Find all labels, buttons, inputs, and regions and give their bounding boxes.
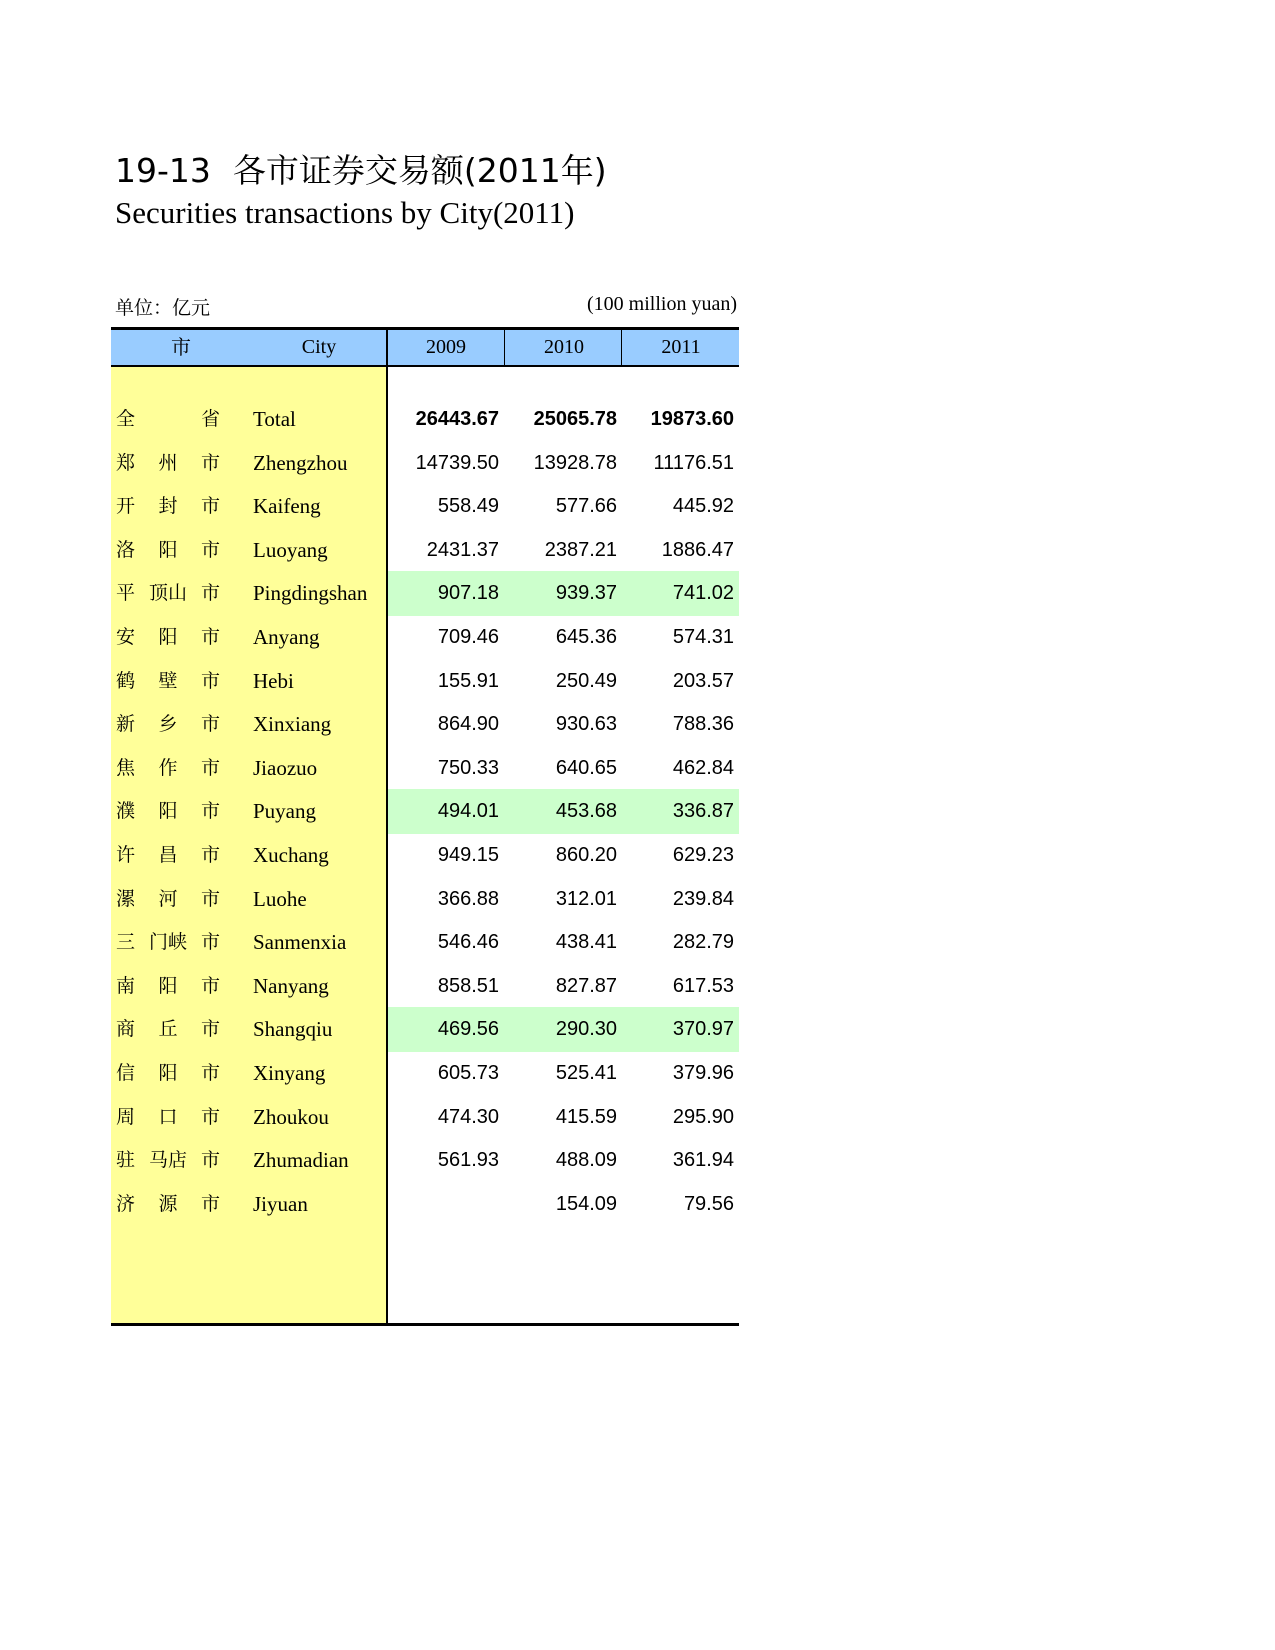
unit-label-en: (100 million yuan) xyxy=(587,293,737,315)
city-name-zh xyxy=(116,441,220,486)
city-char: 洛 xyxy=(116,538,136,561)
value-2010: 939.37 xyxy=(555,582,617,605)
value-2011: 445.92 xyxy=(672,495,734,518)
table-row xyxy=(111,571,739,616)
city-char: 市 xyxy=(200,887,220,910)
city-char: 顶山 xyxy=(148,582,187,605)
city-char: 马店 xyxy=(148,1149,187,1172)
city-name-en: Luoyang xyxy=(253,537,328,562)
city-name-en: Zhumadian xyxy=(253,1148,349,1173)
value-2010: 13928.78 xyxy=(533,451,617,474)
value-2009: 2431.37 xyxy=(426,538,499,561)
city-char: 市 xyxy=(200,626,220,648)
city-char: 州 xyxy=(158,451,178,474)
value-2011: 11176.51 xyxy=(653,451,734,474)
value-2010: 290.30 xyxy=(555,1018,617,1041)
city-name-en: Xuchang xyxy=(253,843,329,867)
city-name-en: Zhoukou xyxy=(253,1104,329,1129)
city-char: 壁 xyxy=(158,669,178,692)
city-char: 市 xyxy=(200,1149,220,1172)
city-char: 口 xyxy=(158,1105,178,1128)
table-row xyxy=(111,615,739,660)
header-separator xyxy=(504,330,505,365)
city-char: 市 xyxy=(200,451,220,474)
value-2009: 750.33 xyxy=(437,756,499,779)
city-name-zh xyxy=(116,1182,220,1227)
value-2011: 295.90 xyxy=(672,1105,734,1128)
value-2009: 155.91 xyxy=(437,669,499,692)
city-name-en: Jiaozuo xyxy=(253,755,318,780)
city-name-en: Total xyxy=(253,407,296,431)
table-row xyxy=(111,702,739,747)
value-2011: 617.53 xyxy=(672,974,734,997)
value-2010: 250.49 xyxy=(555,669,617,692)
city-char: 阳 xyxy=(158,538,178,561)
city-char: 市 xyxy=(200,756,220,779)
table-row xyxy=(111,1138,739,1183)
value-2011: 741.02 xyxy=(672,582,734,605)
city-char: 濮 xyxy=(116,800,136,823)
city-char: 鹤 xyxy=(116,669,136,692)
city-char: 封 xyxy=(158,495,178,518)
table-row xyxy=(111,1182,739,1227)
value-2011: 379.96 xyxy=(672,1062,734,1084)
value-2009: 907.18 xyxy=(437,582,499,605)
value-2009: 546.46 xyxy=(437,931,499,954)
table-row xyxy=(111,528,739,573)
city-name-zh xyxy=(116,1007,220,1052)
city-char: 市 xyxy=(200,669,220,692)
value-2011: 788.36 xyxy=(672,713,734,736)
city-char: 郑 xyxy=(116,451,136,474)
city-char: 市 xyxy=(200,538,220,561)
value-2009: 605.73 xyxy=(437,1062,499,1084)
value-2011: 19873.60 xyxy=(650,408,734,430)
value-2009: 366.88 xyxy=(437,887,499,910)
unit-label-zh: 单位：亿元 xyxy=(115,297,211,319)
city-name-en: Puyang xyxy=(253,799,316,824)
city-char: 市 xyxy=(200,800,220,823)
table-row xyxy=(111,1051,739,1096)
city-char: 市 xyxy=(200,495,220,518)
value-2009: 14739.50 xyxy=(415,451,499,474)
value-2011: 574.31 xyxy=(672,626,734,648)
city-name-zh xyxy=(116,1095,220,1140)
header-city-zh: 市 xyxy=(171,335,191,359)
table-row xyxy=(111,746,739,791)
city-char: 乡 xyxy=(158,713,178,736)
page-title-zh xyxy=(115,145,607,192)
city-name-zh xyxy=(116,877,220,922)
city-char: 济 xyxy=(116,1192,136,1215)
city-char: 商 xyxy=(116,1018,136,1041)
table-row xyxy=(111,484,739,529)
city-char: 市 xyxy=(200,582,220,605)
city-name-en: Sanmenxia xyxy=(253,930,347,955)
city-char: 周 xyxy=(116,1105,136,1128)
value-2011: 361.94 xyxy=(672,1149,734,1172)
city-char: 市 xyxy=(200,1062,220,1084)
city-name-en: Kaifeng xyxy=(253,494,321,519)
table-row xyxy=(111,1095,739,1140)
city-char: 市 xyxy=(200,931,220,954)
city-name-zh xyxy=(116,397,220,442)
value-2010: 640.65 xyxy=(555,756,617,779)
table-row xyxy=(111,833,739,878)
title-zh-text: 各市证券交易额(2011年) xyxy=(232,151,607,190)
city-name-zh xyxy=(116,964,220,1009)
value-2010: 645.36 xyxy=(555,626,617,648)
value-2009: 561.93 xyxy=(437,1149,499,1172)
page-title-en: Securities transactions by City(2011) xyxy=(115,195,575,230)
header-year-2011: 2011 xyxy=(661,336,701,358)
value-2010: 453.68 xyxy=(555,800,617,823)
value-2010: 2387.21 xyxy=(544,538,617,561)
city-char: 阳 xyxy=(158,626,178,648)
value-2010: 438.41 xyxy=(555,931,617,954)
city-name-en: Shangqiu xyxy=(253,1017,333,1042)
city-char: 市 xyxy=(200,1192,220,1215)
value-2011: 79.56 xyxy=(683,1192,734,1215)
value-2010: 827.87 xyxy=(555,974,617,997)
city-char: 南 xyxy=(116,974,136,997)
total-row xyxy=(111,397,739,442)
value-2009: 949.15 xyxy=(437,844,499,866)
value-2011: 282.79 xyxy=(672,931,734,954)
value-2010: 577.66 xyxy=(555,495,617,518)
value-2009: 709.46 xyxy=(437,626,499,648)
city-char: 驻 xyxy=(116,1149,136,1172)
city-char: 市 xyxy=(200,713,220,736)
header-year-2009: 2009 xyxy=(426,336,466,358)
value-2009: 558.49 xyxy=(437,495,499,518)
table-row xyxy=(111,964,739,1009)
value-2011: 629.23 xyxy=(672,844,734,866)
city-name-zh xyxy=(116,659,220,704)
city-name-zh xyxy=(116,833,220,878)
city-char: 市 xyxy=(200,1018,220,1041)
value-2009: 26443.67 xyxy=(415,408,499,430)
value-2011: 1886.47 xyxy=(661,538,734,561)
city-char: 信 xyxy=(116,1062,136,1084)
table-row xyxy=(111,1007,739,1052)
city-char: 丘 xyxy=(158,1018,178,1041)
value-2009: 864.90 xyxy=(437,713,499,736)
city-name-en: Nanyang xyxy=(253,973,329,998)
city-char: 省 xyxy=(200,408,220,430)
city-char: 三 xyxy=(116,931,136,954)
city-char: 新 xyxy=(116,713,136,736)
table-row xyxy=(111,920,739,965)
city-name-zh xyxy=(116,1138,220,1183)
city-char: 全 xyxy=(116,408,136,430)
city-char: 作 xyxy=(158,756,178,779)
value-2011: 462.84 xyxy=(672,756,734,779)
city-name-en: Jiyuan xyxy=(253,1191,308,1216)
city-name-zh xyxy=(116,702,220,747)
city-name-zh xyxy=(116,746,220,791)
value-2010: 488.09 xyxy=(555,1149,617,1172)
header-separator xyxy=(621,330,622,365)
city-name-zh xyxy=(116,1051,220,1096)
value-2009: 474.30 xyxy=(437,1105,499,1128)
securities-table xyxy=(111,327,739,1326)
value-2010: 312.01 xyxy=(555,887,617,910)
value-2010: 25065.78 xyxy=(533,408,617,430)
table-row xyxy=(111,659,739,704)
city-name-en: Pingdingshan xyxy=(253,581,368,606)
column-divider xyxy=(386,327,388,1323)
city-char: 市 xyxy=(200,974,220,997)
city-name-en: Xinxiang xyxy=(253,712,332,737)
header-city-en: City xyxy=(301,336,337,358)
city-char: 焦 xyxy=(116,756,136,779)
value-2011: 203.57 xyxy=(672,669,734,692)
city-char: 门峡 xyxy=(148,931,187,954)
city-char: 市 xyxy=(200,844,220,866)
city-char: 平 xyxy=(116,582,136,605)
city-name-zh xyxy=(116,484,220,529)
city-char: 漯 xyxy=(116,887,136,910)
value-2010: 154.09 xyxy=(555,1192,617,1215)
city-name-zh xyxy=(116,920,220,965)
value-2011: 370.97 xyxy=(672,1018,734,1041)
city-char: 昌 xyxy=(158,844,178,866)
city-name-en: Luohe xyxy=(253,886,307,911)
city-char: 安 xyxy=(116,626,136,648)
value-2009: 858.51 xyxy=(437,974,499,997)
table-row xyxy=(111,441,739,486)
value-2010: 860.20 xyxy=(555,844,617,866)
value-2009: 494.01 xyxy=(437,800,499,823)
city-name-zh xyxy=(116,571,220,616)
city-name-en: Zhengzhou xyxy=(253,450,348,475)
city-char: 河 xyxy=(158,887,178,910)
city-name-en: Anyang xyxy=(253,625,320,649)
city-name-zh xyxy=(116,528,220,573)
value-2011: 239.84 xyxy=(672,887,734,910)
city-char: 源 xyxy=(158,1192,178,1215)
city-char: 阳 xyxy=(158,800,178,823)
table-header xyxy=(111,327,739,367)
table-bottom-rule xyxy=(111,1323,739,1326)
city-char: 市 xyxy=(200,1105,220,1128)
table-row xyxy=(111,789,739,834)
city-name-en: Xinyang xyxy=(253,1061,326,1085)
table-row xyxy=(111,877,739,922)
table-number: 19-13 xyxy=(115,151,211,190)
header-year-2010: 2010 xyxy=(544,336,584,358)
value-2010: 525.41 xyxy=(555,1062,617,1084)
city-name-zh xyxy=(116,615,220,660)
city-char: 阳 xyxy=(158,1062,178,1084)
city-char: 开 xyxy=(116,495,136,518)
city-char: 阳 xyxy=(158,974,178,997)
city-char: 许 xyxy=(116,844,136,866)
value-2010: 930.63 xyxy=(555,713,617,736)
value-2010: 415.59 xyxy=(555,1105,617,1128)
value-2009 xyxy=(389,1182,499,1227)
city-name-zh xyxy=(116,789,220,834)
city-name-en: Hebi xyxy=(253,668,294,693)
value-2011: 336.87 xyxy=(672,800,734,823)
value-2009: 469.56 xyxy=(437,1018,499,1041)
